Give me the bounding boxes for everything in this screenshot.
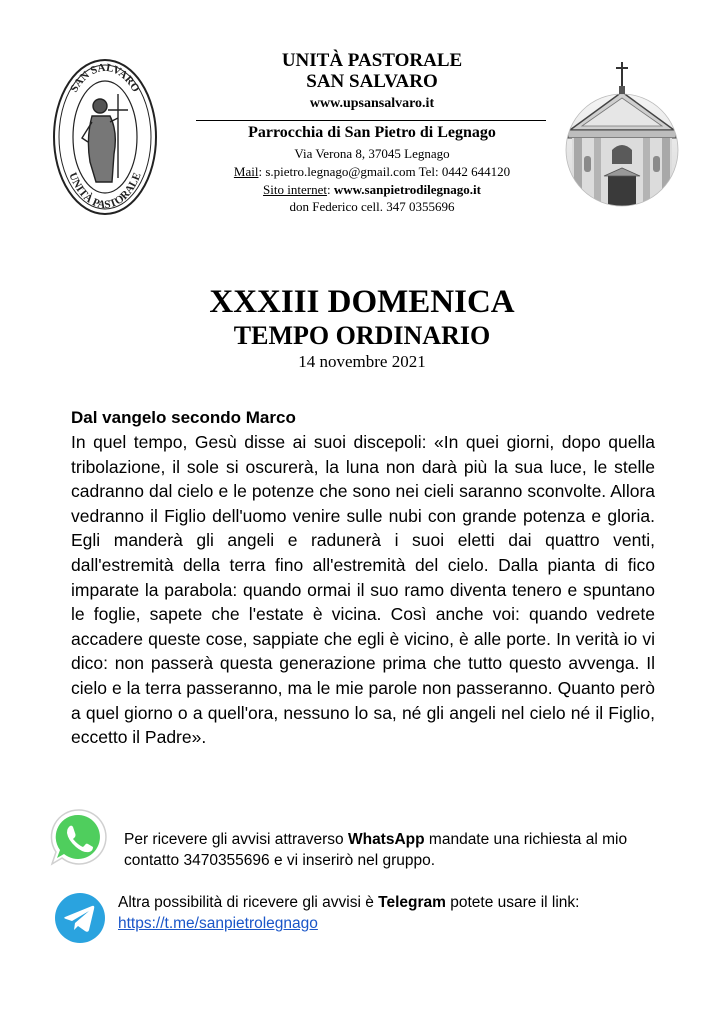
mail-label: Mail (233, 164, 259, 179)
whatsapp-notice: Per ricevere gli avvisi attraverso WhatsApp mandate una richiesta al mio contatto 3470355696 e vi inserirò nel gruppo. (124, 831, 628, 869)
parish-name: Parrocchia di San Pietro di Legnago (248, 124, 496, 141)
parish-contact (192, 164, 552, 180)
pastoral-unit-line2: SAN SALVARO (306, 71, 438, 92)
gospel-text: In quel tempo, Gesù disse ai suoi discepoli: «In quei giorni, dopo quella tribolazione, il sole si oscurerà, la luna non darà più la sua luce, le stelle cadranno dal cielo e le potenze che sono nei cieli saranno sconvolte. Allora vedranno il Figlio dell'uomo venire sulle nubi con grande potenza e gloria. Egli manderà gli angeli e radunerà i suoi eletti dai quattro venti, dall'estremità della terra fino all'estremità del cielo. Dalla pianta di fico imparate la parabola: quando ormai il suo ramo diventa tenero e spuntano le foglie, sapete che l'estate è vicina. Così anche voi: quando vedrete accadere queste cose, sappiate che egli è vicino, è alle porte. In verità io vi dico: non passerà questa generazione prima che tutto questo avvenga. Il cielo e la terra passeranno, ma le mie parole non passeranno. Quanto però a quel giorno o a quell'ora, nessuno lo sa, né gli angeli nel cielo né il Figlio, eccetto il Padre». (71, 432, 655, 748)
telegram-icon[interactable] (54, 892, 106, 944)
mail-and-phone[interactable]: : s.pietro.legnago@gmail.com Tel: 0442 644120 (258, 164, 511, 179)
header-divider (196, 120, 546, 121)
san-salvaro-seal-logo (52, 58, 158, 216)
seal-text-bottom: UNITÀ PASTORALE (66, 170, 144, 212)
liturgical-season: TEMPO ORDINARIO (233, 321, 491, 350)
parish-address: Via Verona 8, 37045 Legnago (294, 146, 450, 161)
church-facade-photo (560, 52, 684, 208)
sunday-date: 14 novembre 2021 (298, 352, 426, 371)
site-label: Sito internet (263, 182, 327, 197)
sunday-title-block (0, 283, 724, 373)
telegram-link[interactable]: https://t.me/sanpietrolegnago (118, 915, 318, 932)
seal-text-top: SAN SALVARO (68, 61, 142, 95)
parish-website[interactable]: www.sanpietrodilegnago.it (333, 182, 481, 197)
pastoral-unit-title (192, 50, 552, 92)
whatsapp-brand: WhatsApp (347, 831, 425, 848)
gospel-section (71, 406, 655, 750)
priest-contact: don Federico cell. 347 0355696 (289, 199, 455, 214)
gospel-heading: Dal vangelo secondo Marco (71, 408, 296, 427)
telegram-brand: Telegram (378, 894, 446, 911)
pastoral-unit-website[interactable]: www.upsansalvaro.it (309, 96, 435, 111)
whatsapp-icon[interactable] (48, 806, 110, 868)
telegram-notice: Altra possibilità di ricevere gli avvisi è Telegram potete usare il link: https://t.me/sanpietrolegnago (118, 894, 580, 932)
pastoral-unit-line1: UNITÀ PASTORALE (281, 50, 463, 71)
parish-website-line: Sito internet: www.sanpietrodilegnago.it (263, 182, 481, 197)
sunday-title: XXXIII DOMENICA (209, 284, 515, 320)
